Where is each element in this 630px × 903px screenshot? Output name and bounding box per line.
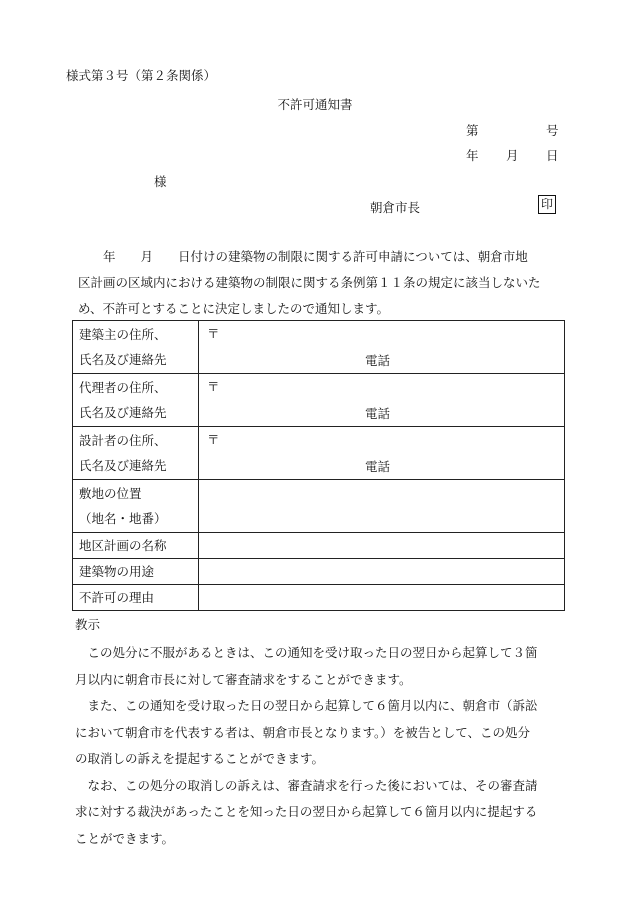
body-line: 区計画の区域内における建築物の制限に関する条例第１１条の規定に該当しないた [78,275,541,290]
table-row-plan-name [73,533,565,559]
owner-value-field[interactable] [199,321,565,374]
row-label-line: 氏名及び連絡先 [79,405,167,420]
row-label-line: 敷地の位置 [79,486,142,501]
table-row-usage [73,559,565,585]
designer-label [73,427,199,480]
notice-body [75,640,580,852]
postal-mark: 〒 [207,432,220,447]
phone-label: 電話 [365,459,391,474]
doc-number-prefix: 第 [466,123,479,138]
notice-line: この処分に不服があるときは、この通知を受け取った日の翌日から起算して３箇 [75,645,538,660]
phone-label: 電話 [365,353,391,368]
notice-line: 月以内に朝倉市長に対して審査請求をすることができます。 [75,671,412,687]
row-label-line: 代理者の住所、 [79,380,167,395]
notice-heading: 教示 [75,617,101,632]
body-line: 年 月 日付けの建築物の制限に関する許可申請については、朝倉市地 [78,249,528,264]
addressee-suffix: 様 [154,174,167,189]
postal-mark: 〒 [207,326,220,341]
table-row-site [73,480,565,533]
body-line: め、不許可とすることに決定しましたので通知します。 [78,301,390,316]
doc-number-suffix: 号 [546,123,559,138]
notice-line: 求に対する裁決があったことを知った日の翌日から起算して６箇月以内に提起する [75,804,538,819]
site-location-field[interactable] [199,480,565,533]
notice-line: の取消しの訴えを提起することができます。 [75,751,325,766]
building-usage-field[interactable] [199,559,565,585]
notice-line: また、この通知を受け取った日の翌日から起算して６箇月以内に、朝倉市（訴訟 [75,698,538,713]
designer-value-field[interactable] [199,427,565,480]
row-label-line: （地名・地番） [79,511,167,526]
building-usage-label: 建築物の用途 [73,559,199,585]
notice-line: なお、この処分の取消しの訴えは、審査請求を行った後においては、その審査請 [75,777,538,793]
table-row-owner [73,321,565,374]
issuer-name: 朝倉市長 [370,200,421,215]
date-year-label: 年 [466,148,479,163]
table-row-agent [73,374,565,427]
details-table [72,320,565,611]
notice-line: ことができます。 [75,830,175,846]
notification-body [78,244,578,322]
row-label-line: 氏名及び連絡先 [79,352,167,367]
postal-mark: 〒 [207,379,220,394]
date-day-label: 日 [546,148,559,163]
row-label-line: 氏名及び連絡先 [79,458,167,473]
date-month-label: 月 [506,148,519,163]
plan-name-label: 地区計画の名称 [73,533,199,559]
row-label-line: 設計者の住所、 [79,433,167,448]
agent-value-field[interactable] [199,374,565,427]
seal-mark: 印 [538,195,556,214]
table-row-designer [73,427,565,480]
notice-line: において朝倉市を代表する者は、朝倉市長となります。）を被告として、この処分 [75,724,531,740]
denial-reason-label: 不許可の理由 [73,585,199,611]
phone-label: 電話 [365,406,391,421]
owner-label [73,321,199,374]
site-location-label [73,480,199,533]
form-number: 様式第３号（第２条関係） [66,68,217,83]
table-row-reason [73,585,565,611]
document-title: 不許可通知書 [277,97,353,112]
agent-label [73,374,199,427]
plan-name-field[interactable] [199,533,565,559]
row-label-line: 建築主の住所、 [79,327,167,342]
denial-reason-field[interactable] [199,585,565,611]
